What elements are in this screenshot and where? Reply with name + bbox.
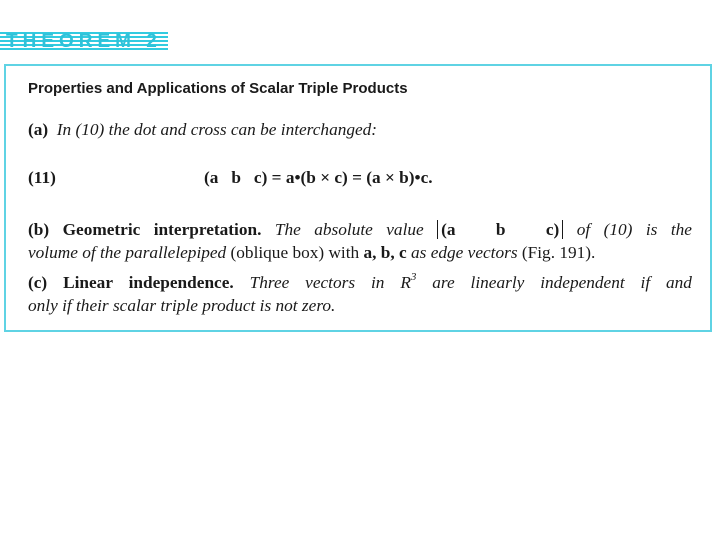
equation-11: (a b c) = a•(b × c) = (a × b)•c. [204, 168, 433, 187]
item-c-line1 [28, 273, 692, 293]
item-b-line2a: volume of the parallelepiped [28, 243, 227, 262]
theorem-heading: THEOREM 2 [6, 31, 162, 52]
item-b-line1 [28, 220, 692, 240]
item-b-heading: Geometric interpretation. [62, 220, 262, 239]
item-c-space: $R^3$ [400, 271, 417, 292]
item-b-line2c: as edge vectors [411, 243, 518, 262]
item-c-heading: Linear independence. [63, 273, 234, 292]
item-a [28, 120, 377, 140]
item-b-determinant: (a b c) [437, 220, 563, 239]
item-c-text2: are linearly independent if and [432, 273, 692, 292]
item-b-line2 [28, 243, 692, 263]
item-a-text: In (10) the dot and cross can be interchanged: [56, 120, 378, 139]
item-b-text1: The absolute value [274, 220, 424, 239]
item-b-vectors: a, b, c [363, 243, 407, 262]
equation-tag: (11) [28, 168, 56, 187]
item-c-text1: Three vectors in [249, 273, 385, 292]
theorem-box [4, 64, 712, 332]
item-c-line2: only if their scalar triple product is not zero. [28, 296, 336, 315]
item-b-label: (b) [28, 220, 50, 239]
item-b-text2: of (10) is the [576, 220, 692, 239]
theorem-title: Properties and Applications of Scalar Triple Products [28, 80, 408, 97]
item-b-line2d: (Fig. 191). [521, 243, 596, 262]
item-a-label: (a) [28, 120, 49, 139]
item-c-label: (c) [28, 273, 48, 292]
item-b-line2b: (oblique box) with [230, 243, 360, 262]
